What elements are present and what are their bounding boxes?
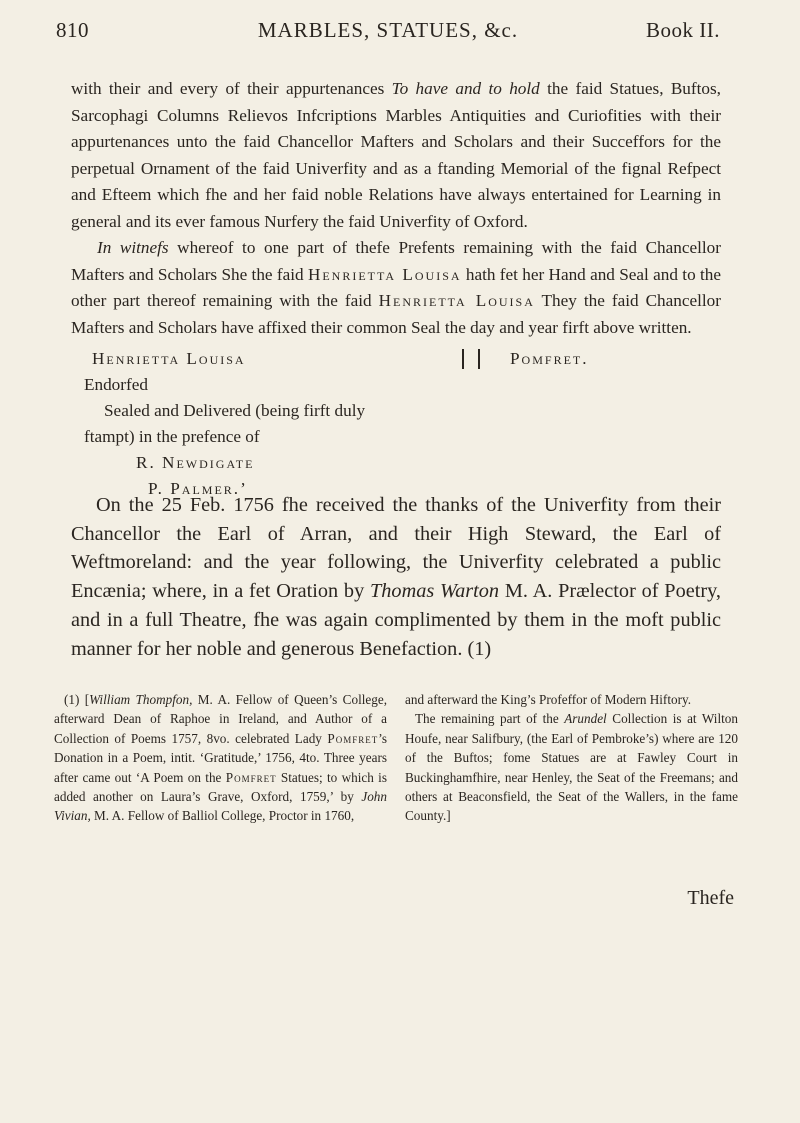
text-run: M. A. Fellow of Balliol College, Proctor in 1760, xyxy=(90,808,355,824)
signature-line xyxy=(84,346,724,372)
endorsed-label: Endorfed xyxy=(84,375,148,394)
witness-2: P. Palmer.’ xyxy=(148,479,248,498)
deed-text xyxy=(71,76,721,341)
witness-1: R. Newdigate xyxy=(136,453,255,472)
page-number: 810 xyxy=(56,18,89,42)
sealed-line-2: ftampt) in the prefence of xyxy=(84,427,260,446)
signatory-name: Henrietta Louisa xyxy=(92,349,246,368)
catchword: Thefe xyxy=(687,887,734,909)
text-run: hath fet her Hand and Seal and to the other part thereof remaining with the faid xyxy=(71,264,721,310)
text-run: (1) [ xyxy=(64,692,90,707)
signatory-title: Pomfret. xyxy=(510,349,589,368)
deed-paragraph-2 xyxy=(71,235,721,341)
sealed-line-1: Sealed and Delivered (being firft duly xyxy=(104,401,366,420)
text-run: M. A. Fellow of Queen’s College, afterward Dean of Raphoe in Ireland, and Author of a Collection of Poems 1757, 8vo. celebrated Lady xyxy=(54,692,387,746)
text-run: whereof to one part of thefe Prefents remaining with the faid Chancellor Mafters and Scholars She the faid xyxy=(71,238,721,284)
signature-block xyxy=(84,346,724,502)
italic-phrase: In witnefs xyxy=(97,238,169,257)
small-caps-name: Pomfret xyxy=(327,730,379,746)
text-run: On the 25 Feb. 1756 fhe received the thanks of the Univerfity from their Chancellor the Earl of Arran, and their High Steward, the Earl of Weftmoreland: and the year following, the Univerfity celebrated a public Encænia; where, in a fet Oration by xyxy=(71,494,721,603)
small-caps-name: Pomfret xyxy=(225,769,277,785)
running-title: MARBLES, STATUES, &c. xyxy=(257,18,519,42)
italic-name: Thomas Warton xyxy=(370,580,500,603)
text-run: ’s Donation in a Poem, intit. ‘Gratitude,’ 1756, 4to. Three years after came out ‘A Poem on the xyxy=(54,730,387,785)
deed-paragraph-1 xyxy=(71,76,721,235)
footnote-right-column xyxy=(405,690,738,826)
footnote-text: and afterward the King’s Profeffor of Modern Hiftory. xyxy=(405,692,692,707)
narrative-paragraph xyxy=(71,491,721,663)
italic-name: William Thompfon, xyxy=(89,692,193,707)
italic-name: Arundel xyxy=(564,711,607,727)
small-caps-name: Henrietta Louisa xyxy=(378,291,535,310)
italic-phrase: To have and to hold xyxy=(391,79,540,98)
book-label: Book II. xyxy=(646,18,720,42)
text-run: Statues; to which is added another on Laura’s Grave, Oxford, 1759,’ by xyxy=(54,769,387,805)
italic-name: John Vivian, xyxy=(54,789,387,824)
running-header xyxy=(56,16,720,46)
text-run: They the faid Chancellor Mafters and Scholars have affixed their common Seal the day and year firft above written. xyxy=(71,291,721,337)
seal-bracket xyxy=(462,349,480,369)
text-run: with their and every of their appurtenances xyxy=(71,79,392,98)
footnotes xyxy=(54,690,738,826)
text-run: The remaining part of the xyxy=(415,711,565,727)
text-run: Collection is at Wilton Houfe, near Salifbury, (the Earl of Pembroke’s) where are 120 of the Buftos; fome Statues are at Fawley Court in Buckinghamfhire, near Henley, the Seat of the Freemans; and others at Beaconsfield, the Seat of the Wallers, in the fame County.] xyxy=(405,711,738,824)
narrative-text xyxy=(71,491,721,663)
small-caps-name: Henrietta Louisa xyxy=(307,264,462,284)
text-run: the faid Statues, Buftos, Sarcophagi Columns Relievos Infcriptions Marbles Antiquities and Curiofities with their appurtenances unto the faid Chancellor Mafters and Scholars and their Succeffors for the perpetual Ornament of the faid Univerfity and as a ftanding Memorial of the fignal Refpect and Efteem which fhe and her faid noble Relations have always entertained for Learning in general and its ever famous Nurfery the faid Univerfity of Oxford. xyxy=(71,79,721,231)
text-run: M. A. Prælector of Poetry, and in a full Theatre, fhe was again complimented by them in the moft public manner for her noble and generous Benefaction. (1) xyxy=(71,580,721,660)
footnote-text xyxy=(54,690,387,826)
footnote-left-column xyxy=(54,690,387,826)
footnote-text xyxy=(405,709,738,825)
